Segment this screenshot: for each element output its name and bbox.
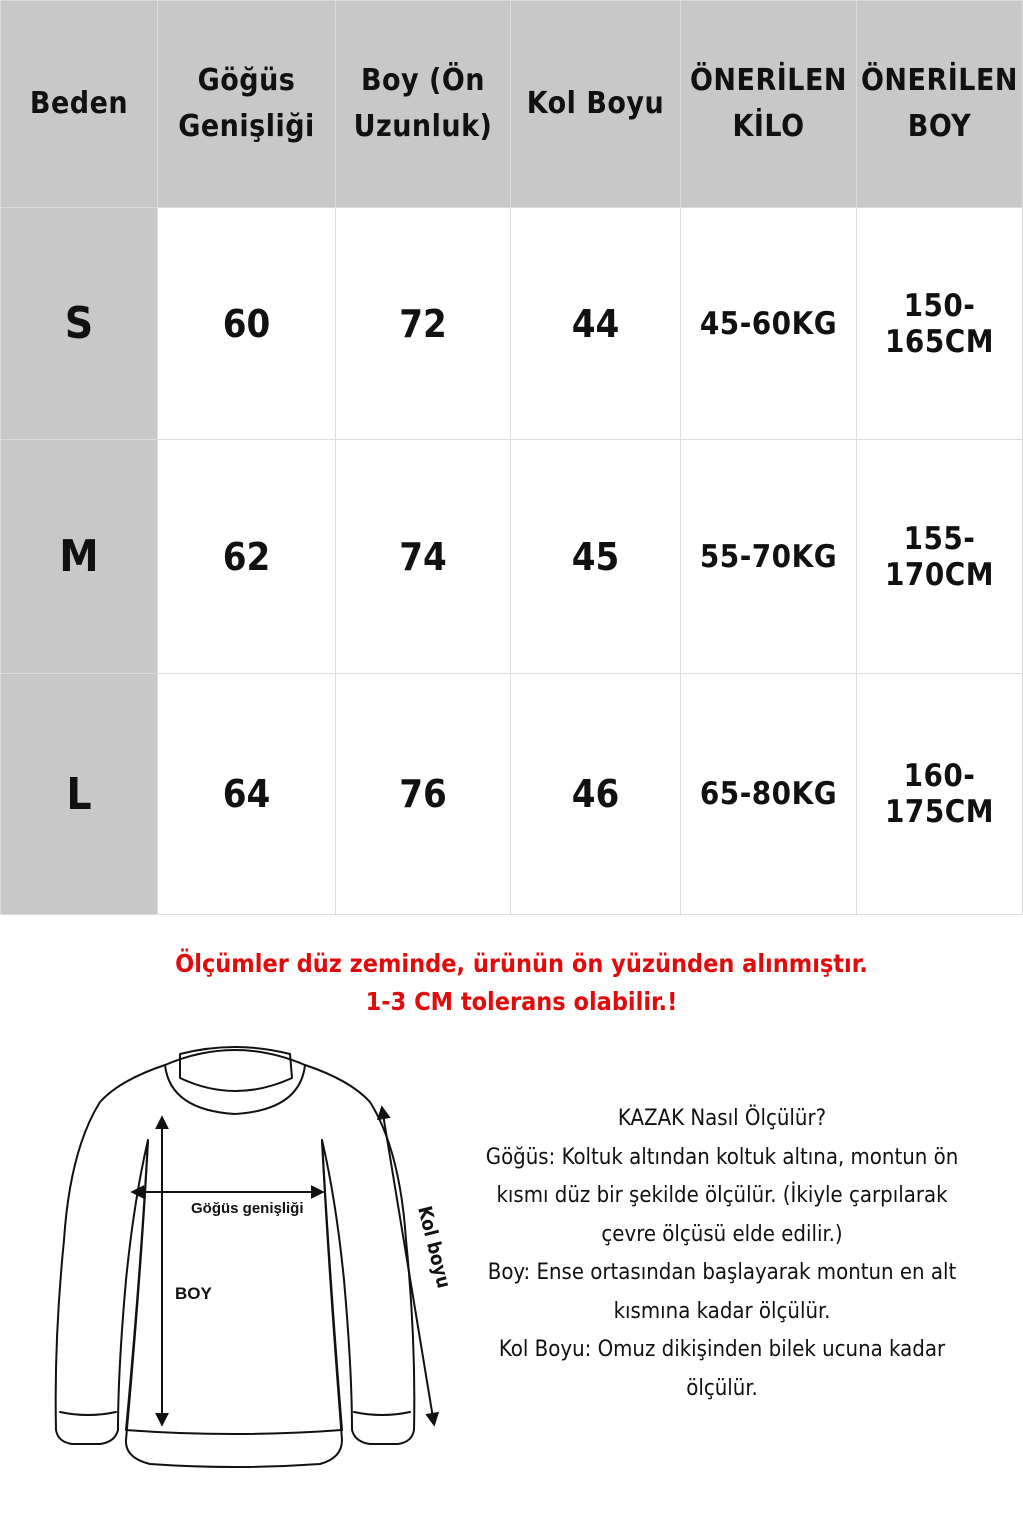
sleeve-label: Kol boyu — [413, 1203, 455, 1291]
chest-label: Göğüs genişliği — [191, 1200, 304, 1217]
guide-line: Kol Boyu: Omuz dikişinden bilek ucuna kadar — [498, 1337, 946, 1362]
sleeve-arrow — [382, 1108, 434, 1424]
header-kol-boyu: Kol Boyu — [511, 1, 681, 208]
weight-cell: 55-70KG — [681, 440, 857, 674]
length-cell: 76 — [336, 674, 511, 915]
measurement-guide — [480, 1100, 964, 1408]
guide-line: ölçülür. — [686, 1375, 758, 1401]
header-gogus-genisligi: Göğüs Genişliği — [158, 1, 336, 208]
size-cell: M — [1, 440, 158, 674]
sweater-diagram — [30, 1040, 460, 1490]
size-cell: S — [1, 208, 158, 440]
header-boy-on-uzunluk: Boy (Ön Uzunluk) — [336, 1, 511, 208]
size-cell: L — [1, 674, 158, 915]
sleeve-cell: 46 — [511, 674, 681, 915]
guide-line: kısmına kadar ölçülür. — [613, 1298, 831, 1324]
header-onerilen-boy: ÖNERİLEN BOY — [857, 1, 1023, 208]
table-row — [1, 440, 1023, 674]
note-line-2: 1-3 CM tolerans olabilir.! — [365, 987, 678, 1016]
height-cell: 160-175CM — [857, 674, 1023, 915]
guide-line: Göğüs: Koltuk altından koltuk altına, montun ön — [485, 1144, 959, 1170]
guide-line: çevre ölçüsü elde edilir.) — [601, 1221, 843, 1247]
guide-title: KAZAK Nasıl Ölçülür? — [617, 1106, 827, 1131]
chest-cell: 60 — [158, 208, 336, 440]
table-row — [1, 674, 1023, 915]
guide-line: Boy: Ense ortasından başlayarak montun en alt — [487, 1260, 957, 1285]
height-cell: 150-165CM — [857, 208, 1023, 440]
sleeve-cell: 45 — [511, 440, 681, 674]
length-label: BOY — [175, 1284, 212, 1303]
sleeve-cell: 44 — [511, 208, 681, 440]
note-line-1: Ölçümler düz zeminde, ürünün ön yüzünden alınmıştır. — [175, 949, 868, 978]
measurement-note — [0, 945, 1023, 1021]
height-cell: 155-170CM — [857, 440, 1023, 674]
weight-cell: 65-80KG — [681, 674, 857, 915]
chest-cell: 62 — [158, 440, 336, 674]
header-beden: Beden — [1, 1, 158, 208]
header-onerilen-kilo: ÖNERİLEN KİLO — [681, 1, 857, 208]
guide-line: kısmı düz bir şekilde ölçülür. (İkiyle çarpılarak — [496, 1183, 948, 1208]
weight-cell: 45-60KG — [681, 208, 857, 440]
length-cell: 72 — [336, 208, 511, 440]
table-row — [1, 208, 1023, 440]
length-cell: 74 — [336, 440, 511, 674]
header-row — [1, 1, 1023, 208]
chest-cell: 64 — [158, 674, 336, 915]
sweater-outline — [56, 1047, 415, 1467]
